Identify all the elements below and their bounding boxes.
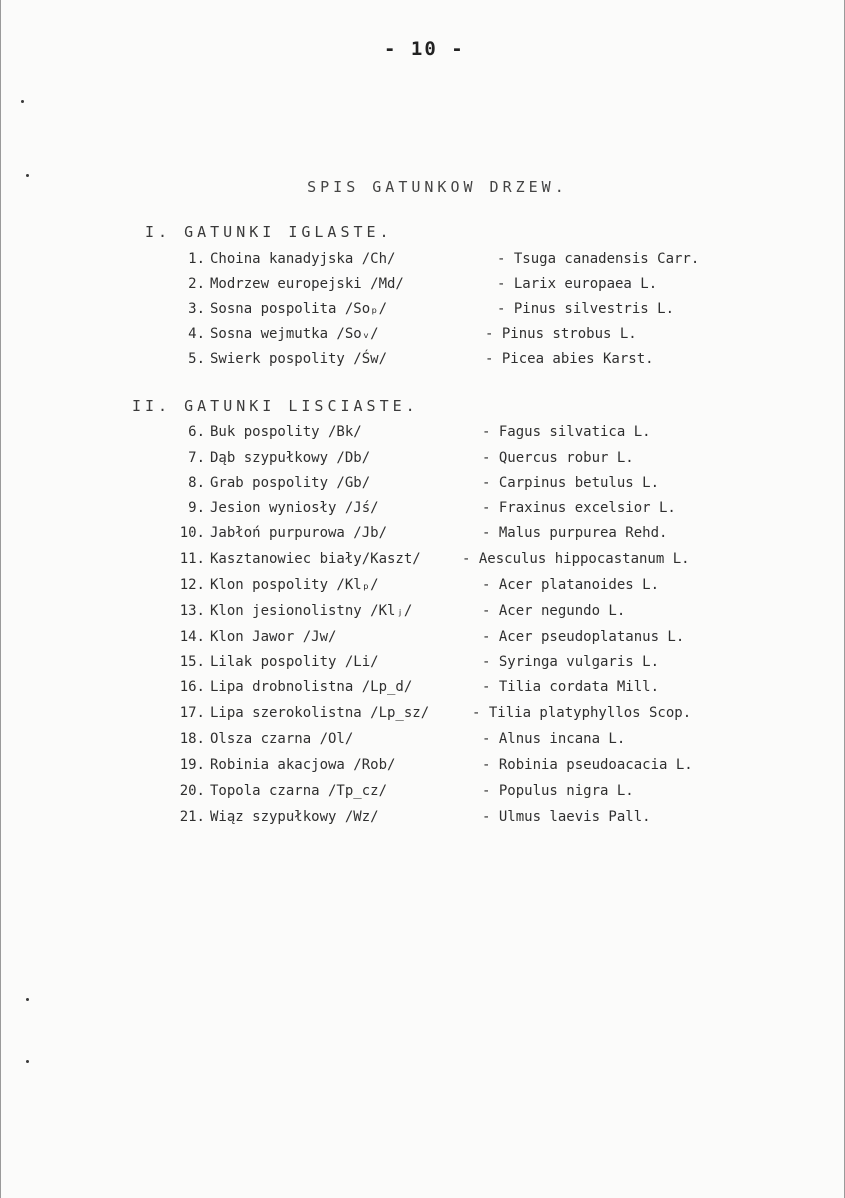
- species-latin-name: - Pinus silvestris L.: [497, 301, 675, 317]
- scan-speck: [26, 998, 29, 1001]
- list-item: [140, 450, 780, 472]
- species-latin-name: - Tilia cordata Mill.: [482, 679, 660, 695]
- list-item: [160, 251, 760, 273]
- list-item: [140, 705, 780, 727]
- list-item: [140, 525, 780, 547]
- document-title-text: SPIS GATUNKOW DRZEW.: [307, 178, 568, 196]
- item-number: 9.: [188, 500, 205, 516]
- species-polish-name: Lilak pospolity /Li/: [210, 654, 379, 670]
- species-polish-name: Sosna wejmutka /Soᵥ/: [210, 326, 379, 342]
- list-item: [140, 424, 780, 446]
- species-latin-name: - Quercus robur L.: [482, 450, 634, 466]
- species-polish-name: Robinia akacjowa /Rob/: [210, 757, 396, 773]
- list-item: [140, 757, 780, 779]
- species-latin-name: - Acer platanoides L.: [482, 577, 660, 593]
- list-item: [140, 731, 780, 753]
- species-latin-name: - Malus purpurea Rehd.: [482, 525, 668, 541]
- item-number: 1.: [188, 251, 205, 267]
- list-item: [140, 500, 780, 522]
- item-number: 13.: [179, 603, 205, 619]
- document-title: [255, 160, 568, 214]
- species-latin-name: - Robinia pseudoacacia L.: [482, 757, 693, 773]
- list-item: [160, 276, 760, 298]
- species-polish-name: Sosna pospolita /Soₚ/: [210, 301, 388, 317]
- species-latin-name: - Populus nigra L.: [482, 783, 634, 799]
- item-number: 19.: [179, 757, 205, 773]
- species-latin-name: - Acer negundo L.: [482, 603, 626, 619]
- species-latin-name: - Tilia platyphyllos Scop.: [472, 705, 692, 721]
- list-item: [160, 301, 760, 323]
- species-latin-name: - Larix europaea L.: [497, 276, 658, 292]
- item-number: 6.: [188, 424, 205, 440]
- list-item: [140, 551, 780, 573]
- species-polish-name: Modrzew europejski /Md/: [210, 276, 404, 292]
- item-number: 3.: [188, 301, 205, 317]
- item-number: 5.: [188, 351, 205, 367]
- section-heading-deciduous: II. GATUNKI LISCIASTE.: [132, 397, 419, 415]
- list-item: [140, 603, 780, 625]
- list-item: [160, 326, 760, 348]
- item-number: 2.: [188, 276, 205, 292]
- species-polish-name: Jesion wyniosły /Jś/: [210, 500, 379, 516]
- scan-speck: [26, 1060, 29, 1063]
- item-number: 7.: [188, 450, 205, 466]
- list-item: [140, 679, 780, 701]
- species-polish-name: Swierk pospolity /Św/: [210, 351, 388, 367]
- species-polish-name: Topola czarna /Tp_cz/: [210, 783, 388, 799]
- item-number: 4.: [188, 326, 205, 342]
- species-latin-name: - Picea abies Karst.: [485, 351, 654, 367]
- item-number: 12.: [179, 577, 205, 593]
- list-item: [140, 629, 780, 651]
- item-number: 21.: [179, 809, 205, 825]
- list-item: [160, 351, 760, 373]
- list-item: [140, 809, 780, 831]
- species-polish-name: Jabłoń purpurowa /Jb/: [210, 525, 388, 541]
- list-item: [140, 783, 780, 805]
- scan-left-edge: [0, 0, 1, 1198]
- species-latin-name: - Fraxinus excelsior L.: [482, 500, 676, 516]
- species-latin-name: - Acer pseudoplatanus L.: [482, 629, 685, 645]
- item-number: 14.: [179, 629, 205, 645]
- item-number: 8.: [188, 475, 205, 491]
- species-polish-name: Kasztanowiec biały/Kaszt/: [210, 551, 421, 567]
- species-latin-name: - Tsuga canadensis Carr.: [497, 251, 700, 267]
- species-polish-name: Grab pospolity /Gb/: [210, 475, 371, 491]
- species-polish-name: Lipa drobnolistna /Lp_d/: [210, 679, 413, 695]
- species-latin-name: - Alnus incana L.: [482, 731, 626, 747]
- species-polish-name: Klon Jawor /Jw/: [210, 629, 337, 645]
- item-number: 20.: [179, 783, 205, 799]
- species-latin-name: - Aesculus hippocastanum L.: [462, 551, 690, 567]
- species-latin-name: - Syringa vulgaris L.: [482, 654, 660, 670]
- list-item: [140, 654, 780, 676]
- species-polish-name: Klon pospolity /Klₚ/: [210, 577, 379, 593]
- species-polish-name: Olsza czarna /Ol/: [210, 731, 354, 747]
- species-polish-name: Klon jesionolistny /Klⱼ/: [210, 603, 413, 619]
- species-latin-name: - Pinus strobus L.: [485, 326, 637, 342]
- species-polish-name: Wiąz szypułkowy /Wz/: [210, 809, 379, 825]
- species-polish-name: Choina kanadyjska /Ch/: [210, 251, 396, 267]
- scan-speck: [21, 100, 24, 103]
- species-polish-name: Lipa szerokolistna /Lp_sz/: [210, 705, 430, 721]
- item-number: 15.: [179, 654, 205, 670]
- section-heading-coniferous: I. GATUNKI IGLASTE.: [145, 223, 393, 241]
- list-item: [140, 475, 780, 497]
- item-number: 10.: [179, 525, 205, 541]
- species-latin-name: - Ulmus laevis Pall.: [482, 809, 651, 825]
- species-latin-name: - Fagus silvatica L.: [482, 424, 651, 440]
- item-number: 11.: [179, 551, 205, 567]
- item-number: 16.: [179, 679, 205, 695]
- page-number: - 10 -: [384, 38, 465, 60]
- species-polish-name: Buk pospolity /Bk/: [210, 424, 362, 440]
- list-item: [140, 577, 780, 599]
- species-polish-name: Dąb szypułkowy /Db/: [210, 450, 371, 466]
- item-number: 17.: [179, 705, 205, 721]
- species-latin-name: - Carpinus betulus L.: [482, 475, 660, 491]
- scan-speck: [26, 174, 29, 177]
- item-number: 18.: [179, 731, 205, 747]
